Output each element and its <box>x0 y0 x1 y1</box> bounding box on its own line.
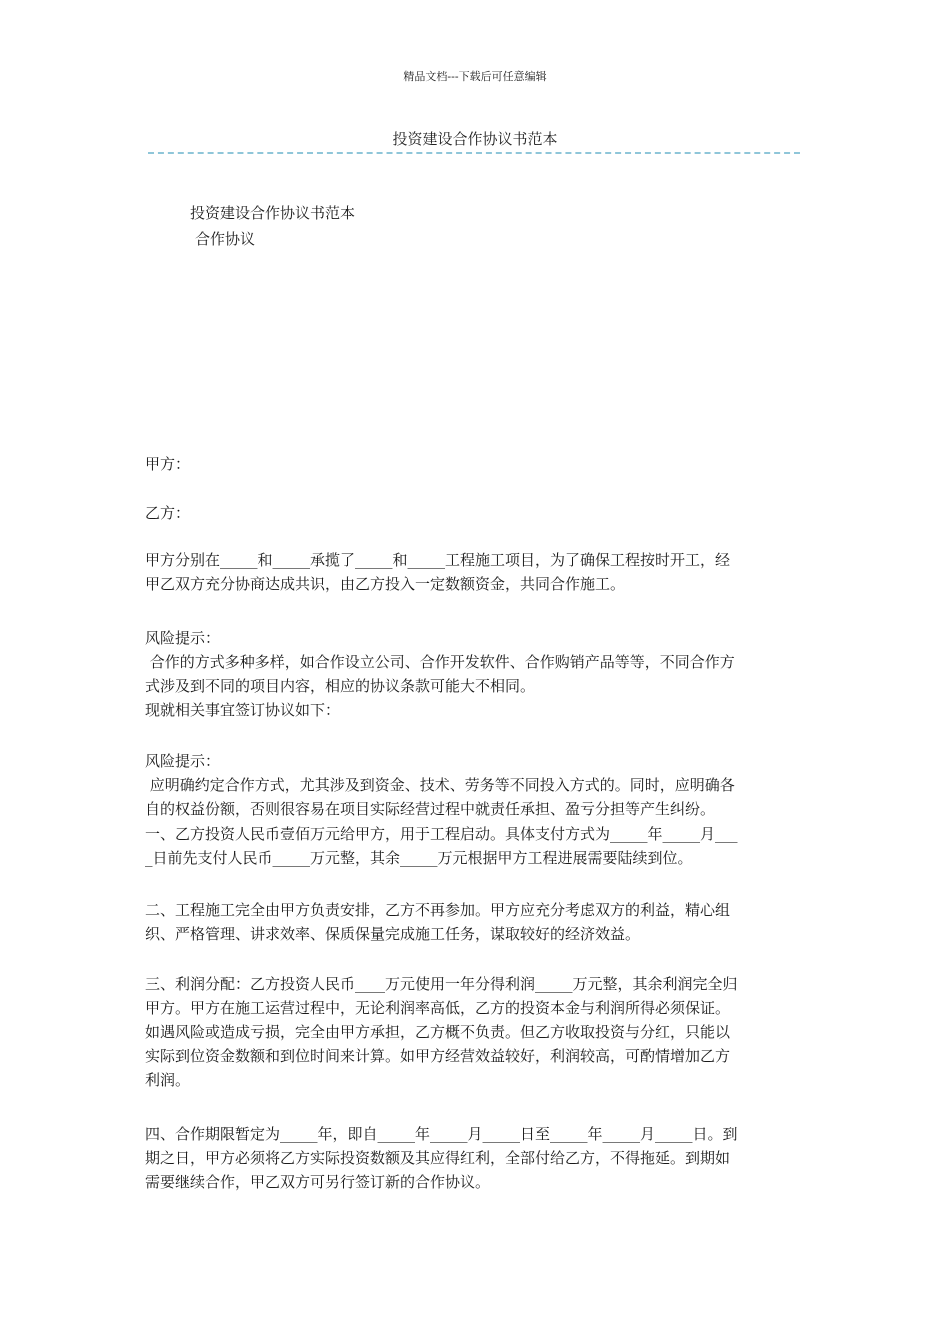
clause-1 <box>145 822 807 870</box>
clause-4-line-3: 需要继续合作，甲乙双方可另行签订新的合作协议。 <box>145 1173 491 1191</box>
party-a-label: 甲方： <box>145 455 191 473</box>
clause-3 <box>145 972 807 1092</box>
risk-notice-2-line-1: 应明确约定合作方式，尤其涉及到资金、技术、劳务等不同投入方式的。同时，应明确各 <box>145 776 735 794</box>
clause-4-line-2: 期之日，甲方必须将乙方实际投资数额及其应得红利，全部付给乙方，不得拖延。到期如 <box>145 1149 731 1167</box>
agreement-subtitle: 合作协议 <box>195 230 256 248</box>
risk-notice-1-line-1: 合作的方式多种多样，如合作设立公司、合作开发软件、合作购销产品等等，不同合作方 <box>145 653 735 671</box>
clause-1-line-2: _日前先支付人民币_____万元整，其余_____万元根据甲方工程进展需要陆续到位。 <box>145 849 693 867</box>
party-b-label: 乙方： <box>145 504 191 522</box>
clause-2 <box>145 898 807 946</box>
clause-3-line-3: 如遇风险或造成亏损，完全由甲方承担，乙方概不负责。但乙方收取投资与分红，只能以 <box>145 1023 731 1041</box>
clause-1-line-1: 一、乙方投资人民币壹佰万元给甲方，用于工程启动。具体支付方式为_____年_____月___ <box>145 825 738 843</box>
intro-paragraph <box>145 548 807 596</box>
document-header-note: 精品文档---下载后可任意编辑 <box>403 70 547 83</box>
clause-3-line-4: 实际到位资金数额和到位时间来计算。如甲方经营效益较好，利润较高，可酌情增加乙方 <box>145 1047 731 1065</box>
clause-2-line-2: 织、严格管理、讲求效率、保质保量完成施工任务，谋取较好的经济效益。 <box>145 925 641 943</box>
document-title: 投资建设合作协议书范本 <box>392 130 558 148</box>
agreement-preface: 现就相关事宜签订协议如下： <box>145 701 341 719</box>
clause-4-line-1: 四、合作期限暂定为_____年，即自_____年_____月_____日至_____年_____月_____日。到 <box>145 1125 738 1143</box>
risk-notice-2-label: 风险提示： <box>145 752 221 770</box>
title-divider <box>148 152 800 154</box>
agreement-title: 投资建设合作协议书范本 <box>190 204 356 222</box>
clause-3-line-2: 甲方。甲方在施工运营过程中，无论利润率高低，乙方的投资本金与利润所得必须保证。 <box>145 999 731 1017</box>
clause-3-line-1: 三、利润分配：乙方投资人民币____万元使用一年分得利润_____万元整，其余利润完全归 <box>145 975 738 993</box>
risk-notice-1-line-2: 式涉及到不同的项目内容，相应的协议条款可能大不相同。 <box>145 677 536 695</box>
risk-notice-1-label: 风险提示： <box>145 629 221 647</box>
intro-line-2: 甲乙双方充分协商达成共识，由乙方投入一定数额资金，共同合作施工。 <box>145 575 626 593</box>
risk-notice-2 <box>145 749 807 821</box>
clause-4 <box>145 1122 807 1194</box>
intro-line-1: 甲方分别在_____和_____承揽了_____和_____工程施工项目，为了确保工程按时开工，经 <box>145 551 731 569</box>
clause-3-line-5: 利润。 <box>145 1071 191 1089</box>
clause-2-line-1: 二、工程施工完全由甲方负责安排，乙方不再参加。甲方应充分考虑双方的利益，精心组 <box>145 901 731 919</box>
risk-notice-1 <box>145 626 807 722</box>
risk-notice-2-line-2: 自的权益份额，否则很容易在项目实际经营过程中就责任承担、盈亏分担等产生纠纷。 <box>145 800 716 818</box>
